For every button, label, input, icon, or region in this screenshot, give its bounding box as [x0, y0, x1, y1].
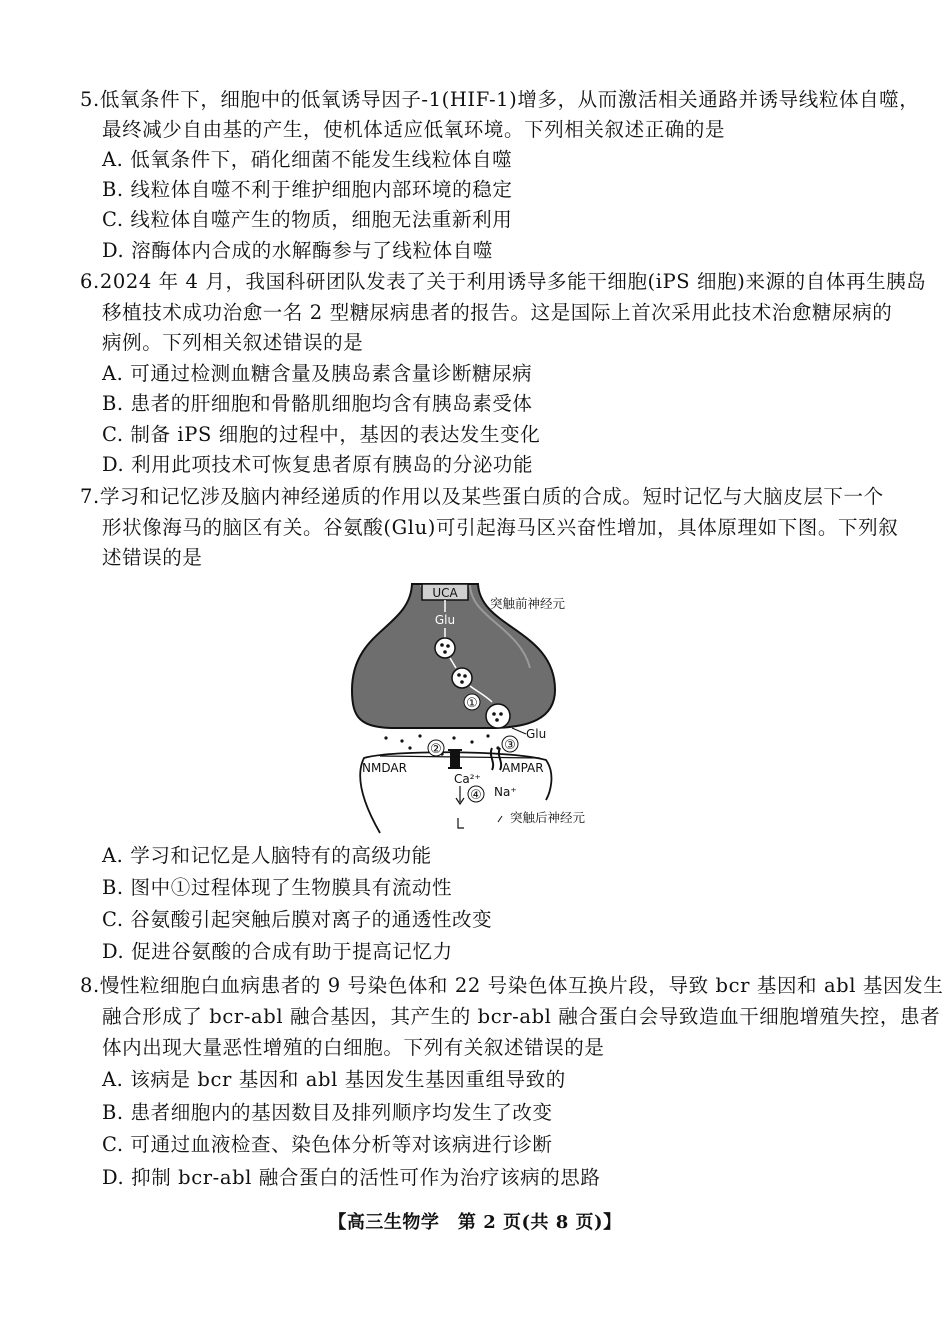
q8-option-d: D. 抑制 bcr-abl 融合蛋白的活性可作为治疗该病的思路 [102, 1166, 601, 1189]
nmdar-receptor [450, 750, 460, 768]
q7-stem-text-1: 学习和记忆涉及脑内神经递质的作用以及某些蛋白质的合成。短时记忆与大脑皮层下一个 [99, 485, 884, 508]
q7-stem-line-3: 述错误的是 [102, 546, 203, 569]
vesicle-1 [435, 638, 455, 658]
glu-right-label: Glu [526, 727, 547, 741]
q5-option-b: B. 线粒体自噬不利于维护细胞内部环境的稳定 [102, 178, 513, 201]
q7-stem-line-2: 形状像海马的脑区有关。谷氨酸(Glu)可引起海马区兴奋性增加，具体原理如下图。下列叙 [102, 516, 899, 539]
q8-option-a: A. 该病是 bcr 基因和 abl 基因发生基因重组导致的 [102, 1068, 566, 1091]
q5-stem-line-1 [80, 86, 919, 114]
q8-stem-line-2: 融合形成了 bcr-abl 融合基因，其产生的 bcr-abl 融合蛋白会导致造血干细胞增殖失控，患者 [102, 1005, 941, 1028]
fusing-vesicle [486, 704, 510, 728]
q6-number: 6. [80, 270, 100, 293]
q6-stem-line-2: 移植技术成功治愈一名 2 型糖尿病患者的报告。这是国际上首次采用此技术治愈糖尿病的 [102, 301, 893, 324]
synapse-diagram [350, 578, 630, 834]
q7-option-d: D. 促进谷氨酸的合成有助于提高记忆力 [102, 940, 453, 963]
q8-number: 8. [80, 974, 100, 997]
q6-option-d: D. 利用此项技术可恢复患者原有胰岛的分泌功能 [102, 453, 534, 476]
q7-stem-line-1 [80, 483, 884, 511]
q7-option-c: C. 谷氨酸引起突触后膜对离子的通透性改变 [102, 908, 493, 931]
vesicle-2 [452, 668, 472, 688]
q6-stem-line-1 [80, 268, 926, 296]
step-4-label: ④ [470, 788, 482, 803]
q5-option-d: D. 溶酶体内合成的水解酶参与了线粒体自噬 [102, 239, 493, 262]
postsynaptic-label: 突触后神经元 [510, 810, 586, 825]
q7-option-b: B. 图中①过程体现了生物膜具有流动性 [102, 876, 453, 899]
step-1-label: ① [466, 696, 478, 711]
q8-option-b: B. 患者细胞内的基因数目及排列顺序均发生了改变 [102, 1101, 553, 1124]
uca-label: UCA [432, 586, 458, 600]
ampar-label: AMPAR [502, 761, 544, 775]
q7-option-a: A. 学习和记忆是人脑特有的高级功能 [102, 844, 432, 867]
q6-option-c: C. 制备 iPS 细胞的过程中，基因的表达发生变化 [102, 423, 541, 446]
ca-label: Ca²⁺ [454, 772, 481, 786]
q8-stem-line-3: 体内出现大量恶性增殖的白细胞。下列有关叙述错误的是 [102, 1036, 605, 1059]
presynaptic-label: 突触前神经元 [490, 596, 566, 611]
q6-option-b: B. 患者的肝细胞和骨骼肌细胞均含有胰岛素受体 [102, 392, 533, 415]
q5-number: 5. [80, 88, 100, 111]
q6-stem-line-3: 病例。下列相关叙述错误的是 [102, 331, 364, 354]
q7-number: 7. [80, 485, 100, 508]
glu-top-label: Glu [434, 613, 456, 627]
na-label: Na⁺ [494, 785, 517, 799]
q6-option-a: A. 可通过检测血糖含量及胰岛素含量诊断糖尿病 [102, 362, 533, 385]
page-footer: 【高三生物学 第 2 页(共 8 页)】 [328, 1212, 622, 1233]
q6-stem-text-1: 2024 年 4 月，我国科研团队发表了关于利用诱导多能干细胞(iPS 细胞)来源的自体再生胰岛 [99, 270, 927, 293]
q8-stem-line-1 [80, 972, 943, 1000]
q5-stem-text-1: 低氧条件下，细胞中的低氧诱导因子-1(HIF-1)增多，从而激活相关通路并诱导线粒体自噬， [99, 88, 920, 111]
ampar-receptor [491, 748, 501, 770]
step-2-label: ② [430, 742, 442, 757]
nmdar-label: NMDAR [362, 761, 407, 775]
step-3-label: ③ [504, 738, 516, 753]
q5-option-c: C. 线粒体自噬产生的物质，细胞无法重新利用 [102, 208, 513, 231]
q5-stem-line-2: 最终减少自由基的产生，使机体适应低氧环境。下列相关叙述正确的是 [102, 118, 726, 141]
q8-stem-text-1: 慢性粒细胞白血病患者的 9 号染色体和 22 号染色体互换片段，导致 bcr 基因和 abl 基因发生 [99, 974, 944, 997]
q5-option-a: A. 低氧条件下，硝化细菌不能发生线粒体自噬 [102, 148, 513, 171]
q8-option-c: C. 可通过血液检查、染色体分析等对该病进行诊断 [102, 1133, 553, 1156]
